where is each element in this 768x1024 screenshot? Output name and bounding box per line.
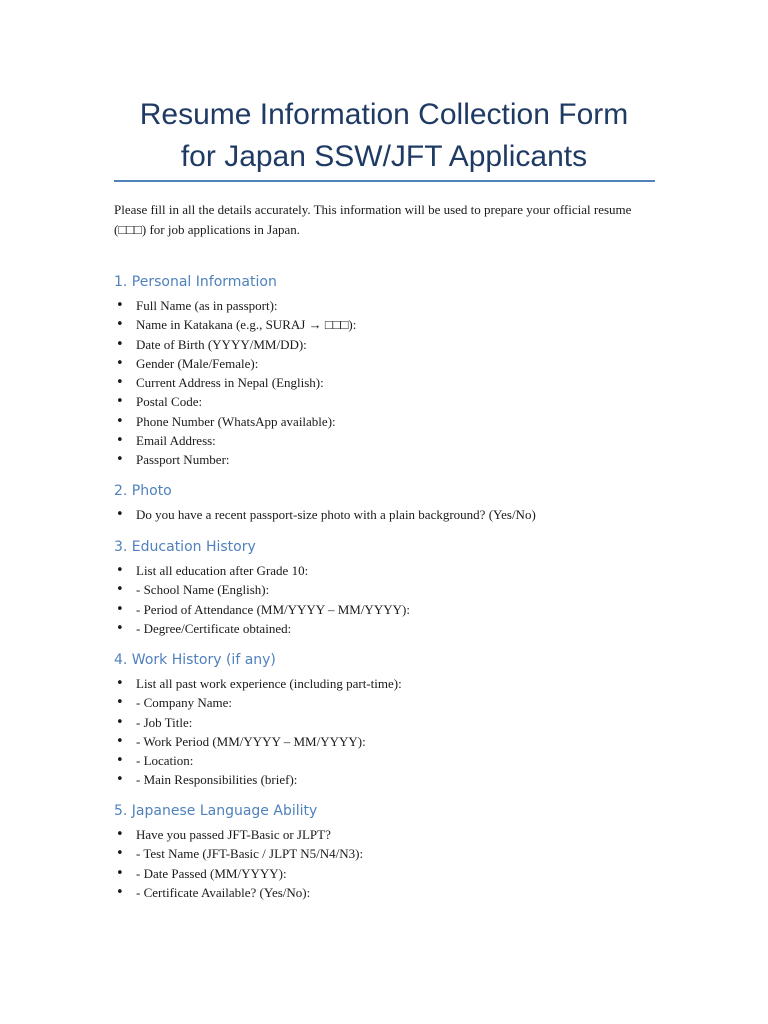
list-item <box>114 713 674 732</box>
title-divider <box>114 180 655 182</box>
list-item <box>114 864 674 883</box>
list-item <box>114 580 674 599</box>
list-item <box>114 600 674 619</box>
list-item <box>114 619 674 638</box>
list-item-text: Have you passed JFT-Basic or JLPT? <box>136 827 331 842</box>
list-item <box>114 412 674 431</box>
list-item <box>114 770 674 789</box>
bullet-icon: • <box>116 714 124 730</box>
list-item-text: Current Address in Nepal (English): <box>136 375 324 391</box>
bullet-icon: • <box>116 507 124 522</box>
bullet-icon: • <box>116 336 124 352</box>
list-item-text: - Company Name: <box>136 695 233 711</box>
bullet-icon: • <box>116 827 124 842</box>
field-list <box>114 674 674 790</box>
list-item-text: Date of Birth (YYYY/MM/DD): <box>136 336 307 352</box>
list-item <box>114 296 674 315</box>
section-heading: 2. Photo <box>114 483 172 499</box>
list-item-text: - Period of Attendance (MM/YYYY – MM/YYYY): <box>136 601 410 617</box>
list-item-text: - Degree/Certificate obtained: <box>136 620 292 636</box>
field-list <box>114 505 674 524</box>
list-item <box>114 354 674 373</box>
list-item <box>114 505 674 524</box>
list-item-text: - Job Title: <box>136 714 193 730</box>
list-item <box>114 825 674 844</box>
section-photo <box>114 481 674 524</box>
bullet-icon: • <box>116 846 124 862</box>
list-item <box>114 751 674 770</box>
bullet-icon: • <box>116 375 124 391</box>
bullet-icon: • <box>116 601 124 617</box>
list-item-text: Do you have a recent passport-size photo with a plain background? (Yes/No) <box>136 507 536 522</box>
list-item-text: Full Name (as in passport): <box>136 298 278 313</box>
list-item-text: - Test Name (JFT-Basic / JLPT N5/N4/N3): <box>136 846 364 862</box>
section-personal-information <box>114 272 674 470</box>
field-list <box>114 825 674 902</box>
bullet-icon: • <box>116 772 124 788</box>
list-item <box>114 732 674 751</box>
field-list <box>114 561 674 638</box>
list-item-text: - Location: <box>136 753 194 769</box>
list-item-text: List all education after Grade 10: <box>136 563 309 578</box>
bullet-icon: • <box>116 733 124 749</box>
list-item-text: - School Name (English): <box>136 582 270 598</box>
list-item-text: List all past work experience (including part-time): <box>136 676 402 691</box>
list-item <box>114 674 674 693</box>
section-heading: 4. Work History (if any) <box>114 652 276 668</box>
bullet-icon: • <box>116 394 124 410</box>
list-item-text: - Certificate Available? (Yes/No): <box>136 884 311 900</box>
bullet-icon: • <box>116 865 124 881</box>
bullet-icon: • <box>116 676 124 691</box>
list-item-text: Email Address: <box>136 433 216 449</box>
title-line-1: Resume Information Collection Form <box>139 98 629 131</box>
list-item <box>114 450 674 469</box>
bullet-icon: • <box>116 355 124 371</box>
list-item <box>114 844 674 863</box>
list-item <box>114 693 674 712</box>
list-item-text: Name in Katakana (e.g., SURAJ → □□□): <box>136 317 357 333</box>
list-item <box>114 883 674 902</box>
bullet-icon: • <box>116 413 124 429</box>
bullet-icon: • <box>116 884 124 900</box>
intro-paragraph: Please fill in all the details accurately. This information will be used to prepare your official resume (□□□) for job applications in Japan. <box>114 202 632 237</box>
bullet-icon: • <box>116 433 124 449</box>
section-heading: 3. Education History <box>114 539 256 555</box>
section-heading: 5. Japanese Language Ability <box>114 803 318 819</box>
bullet-icon: • <box>116 298 124 313</box>
page-title <box>114 94 654 178</box>
list-item-text: Gender (Male/Female): <box>136 355 259 371</box>
bullet-icon: • <box>116 695 124 711</box>
section-heading: 1. Personal Information <box>114 274 277 290</box>
list-item <box>114 373 674 392</box>
list-item <box>114 315 674 334</box>
field-list <box>114 296 674 470</box>
list-item <box>114 561 674 580</box>
list-item-text: - Work Period (MM/YYYY – MM/YYYY): <box>136 733 366 749</box>
section-work-history <box>114 650 674 790</box>
list-item-text: Passport Number: <box>136 452 230 468</box>
bullet-icon: • <box>116 753 124 769</box>
list-item-text: Phone Number (WhatsApp available): <box>136 413 336 429</box>
bullet-icon: • <box>116 452 124 468</box>
section-japanese-language-ability <box>114 801 674 902</box>
list-item <box>114 392 674 411</box>
bullet-icon: • <box>116 563 124 578</box>
list-item <box>114 335 674 354</box>
bullet-icon: • <box>116 317 124 333</box>
list-item-text: - Date Passed (MM/YYYY): <box>136 865 287 881</box>
bullet-icon: • <box>116 620 124 636</box>
section-education-history <box>114 537 674 638</box>
bullet-icon: • <box>116 582 124 598</box>
list-item-text: - Main Responsibilities (brief): <box>136 772 298 788</box>
list-item <box>114 431 674 450</box>
title-line-2: for Japan SSW/JFT Applicants <box>180 140 588 173</box>
list-item-text: Postal Code: <box>136 394 203 410</box>
